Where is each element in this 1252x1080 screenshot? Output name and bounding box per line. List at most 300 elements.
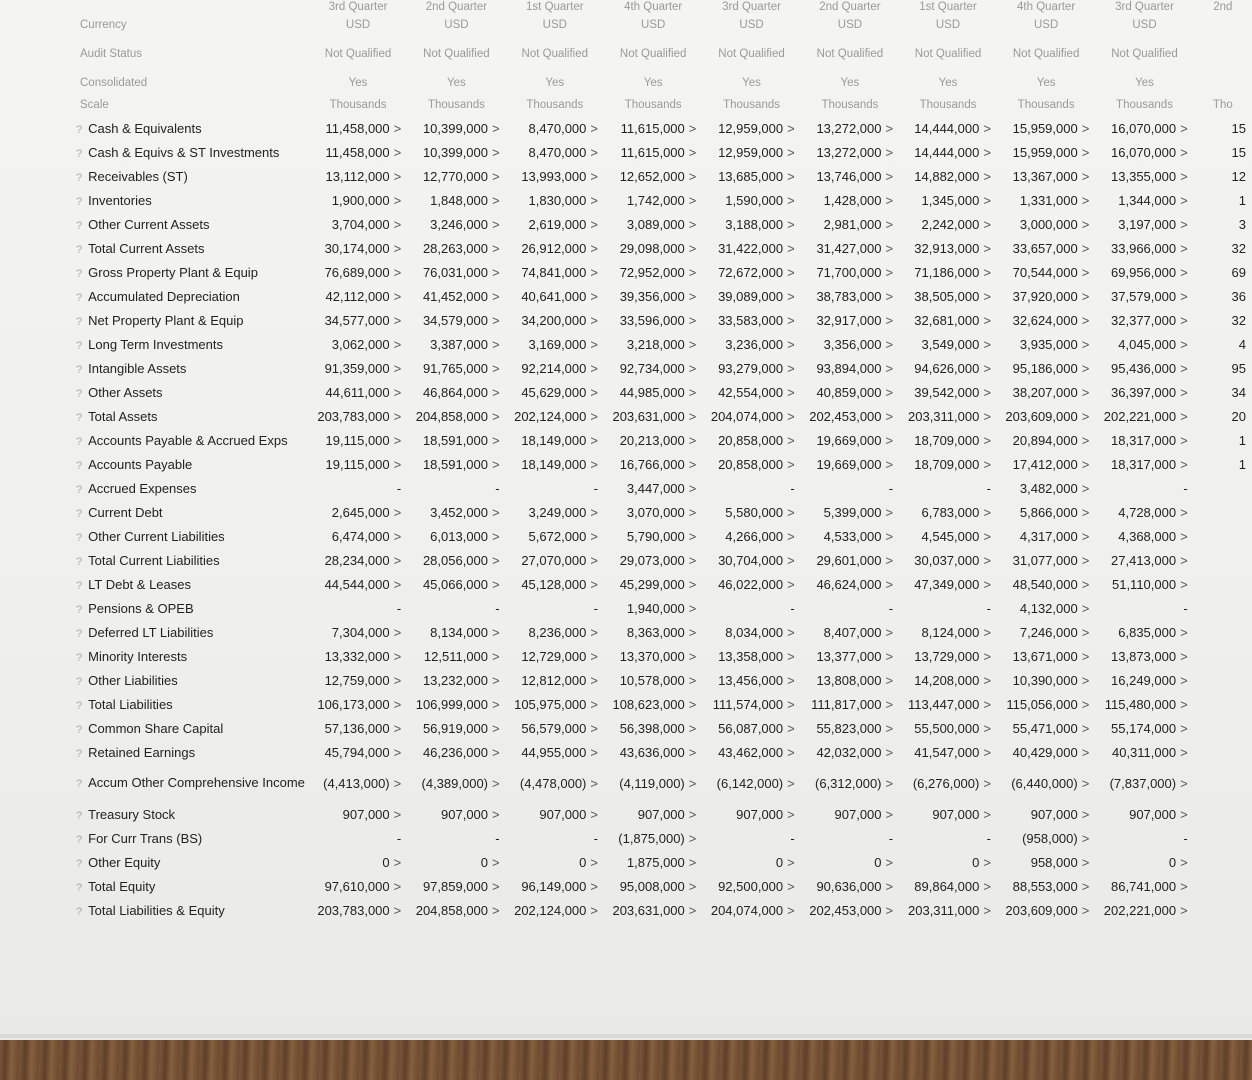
value-cell[interactable] xyxy=(604,826,702,850)
chevron-right-icon[interactable]: > xyxy=(983,408,991,424)
value-cell[interactable] xyxy=(899,620,997,644)
chevron-right-icon[interactable]: > xyxy=(492,878,500,894)
value-cell[interactable] xyxy=(506,260,604,284)
chevron-right-icon[interactable]: > xyxy=(688,878,697,894)
value-cell[interactable] xyxy=(801,260,899,284)
chevron-right-icon[interactable]: > xyxy=(590,192,598,208)
chevron-right-icon[interactable]: > xyxy=(983,576,991,592)
chevron-right-icon[interactable]: > xyxy=(1081,600,1090,616)
chevron-right-icon[interactable]: > xyxy=(983,216,991,232)
value-cell[interactable] xyxy=(604,428,702,452)
value-cell[interactable] xyxy=(997,164,1095,188)
value-cell[interactable] xyxy=(899,164,997,188)
chevron-right-icon[interactable]: > xyxy=(1081,288,1090,304)
value-cell[interactable] xyxy=(997,332,1095,356)
chevron-right-icon[interactable]: > xyxy=(1180,408,1188,424)
chevron-right-icon[interactable]: > xyxy=(492,288,500,304)
chevron-right-icon[interactable]: > xyxy=(787,120,795,136)
value-cell[interactable] xyxy=(407,500,505,524)
row-label[interactable]: ? Cash & Equivs & ST Investments xyxy=(24,140,309,164)
value-cell[interactable] xyxy=(801,356,899,380)
chevron-right-icon[interactable]: > xyxy=(492,528,500,544)
chevron-right-icon[interactable]: > xyxy=(688,806,697,822)
chevron-right-icon[interactable]: > xyxy=(983,432,991,448)
chevron-right-icon[interactable]: > xyxy=(983,288,991,304)
chevron-right-icon[interactable]: > xyxy=(1180,806,1188,822)
chevron-right-icon[interactable]: > xyxy=(590,384,598,400)
value-cell[interactable] xyxy=(801,284,899,308)
value-cell[interactable] xyxy=(997,140,1095,164)
chevron-right-icon[interactable]: > xyxy=(590,775,598,791)
chevron-right-icon[interactable]: > xyxy=(1081,720,1090,736)
chevron-right-icon[interactable]: > xyxy=(393,120,402,136)
chevron-right-icon[interactable]: > xyxy=(787,576,795,592)
chevron-right-icon[interactable]: > xyxy=(885,552,894,568)
value-cell[interactable] xyxy=(407,898,505,922)
chevron-right-icon[interactable]: > xyxy=(393,854,402,870)
value-cell[interactable] xyxy=(801,644,899,668)
value-cell[interactable] xyxy=(899,898,997,922)
chevron-right-icon[interactable]: > xyxy=(688,902,697,918)
value-cell[interactable] xyxy=(997,548,1095,572)
chevron-right-icon[interactable]: > xyxy=(1180,902,1188,918)
chevron-right-icon[interactable]: > xyxy=(688,432,697,448)
value-cell[interactable] xyxy=(702,692,800,716)
chevron-right-icon[interactable]: > xyxy=(1180,240,1188,256)
value-cell[interactable] xyxy=(801,236,899,260)
chevron-right-icon[interactable]: > xyxy=(787,240,795,256)
value-cell[interactable] xyxy=(801,716,899,740)
chevron-right-icon[interactable]: > xyxy=(1180,432,1188,448)
value-cell[interactable] xyxy=(801,332,899,356)
value-cell[interactable] xyxy=(899,764,997,802)
value-cell[interactable] xyxy=(1194,332,1252,356)
chevron-right-icon[interactable]: > xyxy=(590,648,598,664)
chevron-right-icon[interactable]: > xyxy=(1081,336,1090,352)
chevron-right-icon[interactable]: > xyxy=(688,720,697,736)
value-cell[interactable] xyxy=(1095,116,1193,140)
value-cell[interactable] xyxy=(702,212,800,236)
value-cell[interactable] xyxy=(1095,284,1193,308)
value-cell[interactable] xyxy=(407,236,505,260)
row-label[interactable]: ? Other Equity xyxy=(24,850,309,874)
value-cell[interactable] xyxy=(309,404,407,428)
value-cell[interactable] xyxy=(702,236,800,260)
row-label[interactable]: ? Retained Earnings xyxy=(24,740,309,764)
value-cell[interactable] xyxy=(1095,236,1193,260)
value-cell[interactable] xyxy=(1194,260,1252,284)
value-cell[interactable] xyxy=(506,452,604,476)
value-cell[interactable] xyxy=(1194,212,1252,236)
value-cell[interactable] xyxy=(899,332,997,356)
chevron-right-icon[interactable]: > xyxy=(393,144,402,160)
value-cell[interactable] xyxy=(702,332,800,356)
value-cell[interactable] xyxy=(997,452,1095,476)
value-cell[interactable] xyxy=(899,716,997,740)
chevron-right-icon[interactable]: > xyxy=(492,504,500,520)
chevron-right-icon[interactable]: > xyxy=(393,288,402,304)
chevron-right-icon[interactable]: > xyxy=(885,672,894,688)
chevron-right-icon[interactable]: > xyxy=(688,528,697,544)
chevron-right-icon[interactable]: > xyxy=(885,360,894,376)
chevron-right-icon[interactable]: > xyxy=(688,672,697,688)
chevron-right-icon[interactable]: > xyxy=(1081,144,1090,160)
chevron-right-icon[interactable]: > xyxy=(983,902,991,918)
value-cell[interactable] xyxy=(997,236,1095,260)
row-label[interactable]: ? Treasury Stock xyxy=(24,802,309,826)
chevron-right-icon[interactable]: > xyxy=(393,720,402,736)
chevron-right-icon[interactable]: > xyxy=(787,806,795,822)
chevron-right-icon[interactable]: > xyxy=(983,878,991,894)
chevron-right-icon[interactable]: > xyxy=(393,775,402,791)
chevron-right-icon[interactable]: > xyxy=(492,552,500,568)
value-cell[interactable] xyxy=(899,548,997,572)
value-cell[interactable] xyxy=(899,572,997,596)
value-cell[interactable] xyxy=(309,452,407,476)
chevron-right-icon[interactable]: > xyxy=(885,775,894,791)
chevron-right-icon[interactable]: > xyxy=(1180,456,1188,472)
chevron-right-icon[interactable]: > xyxy=(885,120,894,136)
chevron-right-icon[interactable]: > xyxy=(983,120,991,136)
row-label[interactable]: ? Other Current Assets xyxy=(24,212,309,236)
value-cell[interactable] xyxy=(1095,308,1193,332)
chevron-right-icon[interactable]: > xyxy=(688,504,697,520)
chevron-right-icon[interactable]: > xyxy=(492,576,500,592)
chevron-right-icon[interactable]: > xyxy=(492,408,500,424)
value-cell[interactable] xyxy=(801,692,899,716)
chevron-right-icon[interactable]: > xyxy=(492,744,500,760)
value-cell[interactable] xyxy=(407,332,505,356)
chevron-right-icon[interactable]: > xyxy=(1180,192,1188,208)
value-cell[interactable] xyxy=(1095,212,1193,236)
chevron-right-icon[interactable]: > xyxy=(1081,384,1090,400)
value-cell[interactable] xyxy=(407,524,505,548)
chevron-right-icon[interactable]: > xyxy=(492,384,500,400)
value-cell[interactable] xyxy=(604,740,702,764)
value-cell[interactable] xyxy=(309,716,407,740)
chevron-right-icon[interactable]: > xyxy=(393,408,402,424)
chevron-right-icon[interactable]: > xyxy=(393,624,402,640)
chevron-right-icon[interactable]: > xyxy=(393,806,402,822)
chevron-right-icon[interactable]: > xyxy=(492,216,500,232)
chevron-right-icon[interactable]: > xyxy=(393,672,402,688)
chevron-right-icon[interactable]: > xyxy=(787,775,795,791)
chevron-right-icon[interactable]: > xyxy=(1180,360,1188,376)
value-cell[interactable] xyxy=(801,802,899,826)
chevron-right-icon[interactable]: > xyxy=(1081,432,1090,448)
value-cell[interactable] xyxy=(309,692,407,716)
chevron-right-icon[interactable]: > xyxy=(492,720,500,736)
value-cell[interactable] xyxy=(506,356,604,380)
value-cell[interactable] xyxy=(997,188,1095,212)
chevron-right-icon[interactable]: > xyxy=(492,432,500,448)
value-cell[interactable] xyxy=(899,428,997,452)
value-cell[interactable] xyxy=(506,668,604,692)
value-cell[interactable] xyxy=(997,212,1095,236)
value-cell[interactable] xyxy=(997,850,1095,874)
chevron-right-icon[interactable]: > xyxy=(688,216,697,232)
chevron-right-icon[interactable]: > xyxy=(393,240,402,256)
chevron-right-icon[interactable]: > xyxy=(492,144,500,160)
value-cell[interactable] xyxy=(309,548,407,572)
value-cell[interactable] xyxy=(604,356,702,380)
value-cell[interactable] xyxy=(506,572,604,596)
value-cell[interactable] xyxy=(702,284,800,308)
value-cell[interactable] xyxy=(997,596,1095,620)
row-label[interactable]: ? Other Current Liabilities xyxy=(24,524,309,548)
chevron-right-icon[interactable]: > xyxy=(885,806,894,822)
value-cell[interactable] xyxy=(801,548,899,572)
value-cell[interactable] xyxy=(604,260,702,284)
chevron-right-icon[interactable]: > xyxy=(885,696,894,712)
chevron-right-icon[interactable]: > xyxy=(983,696,991,712)
chevron-right-icon[interactable]: > xyxy=(688,408,697,424)
value-cell[interactable] xyxy=(997,826,1095,850)
value-cell[interactable] xyxy=(801,188,899,212)
value-cell[interactable] xyxy=(604,620,702,644)
value-cell[interactable] xyxy=(997,692,1095,716)
chevron-right-icon[interactable]: > xyxy=(688,775,697,791)
value-cell[interactable] xyxy=(506,874,604,898)
chevron-right-icon[interactable]: > xyxy=(787,696,795,712)
value-cell[interactable] xyxy=(899,524,997,548)
value-cell[interactable] xyxy=(309,308,407,332)
value-cell[interactable] xyxy=(702,452,800,476)
chevron-right-icon[interactable]: > xyxy=(1180,312,1188,328)
chevron-right-icon[interactable]: > xyxy=(393,384,402,400)
value-cell[interactable] xyxy=(506,802,604,826)
chevron-right-icon[interactable]: > xyxy=(787,624,795,640)
chevron-right-icon[interactable]: > xyxy=(688,336,697,352)
value-cell[interactable] xyxy=(604,572,702,596)
row-label[interactable]: ? Common Share Capital xyxy=(24,716,309,740)
row-label[interactable]: ? Long Term Investments xyxy=(24,332,309,356)
value-cell[interactable] xyxy=(702,140,800,164)
chevron-right-icon[interactable]: > xyxy=(1180,216,1188,232)
value-cell[interactable] xyxy=(407,644,505,668)
value-cell[interactable] xyxy=(899,668,997,692)
value-cell[interactable] xyxy=(604,500,702,524)
chevron-right-icon[interactable]: > xyxy=(1081,192,1090,208)
value-cell[interactable] xyxy=(309,668,407,692)
value-cell[interactable] xyxy=(604,116,702,140)
chevron-right-icon[interactable]: > xyxy=(492,806,500,822)
value-cell[interactable] xyxy=(702,308,800,332)
chevron-right-icon[interactable]: > xyxy=(492,336,500,352)
value-cell[interactable] xyxy=(702,404,800,428)
chevron-right-icon[interactable]: > xyxy=(590,720,598,736)
chevron-right-icon[interactable]: > xyxy=(590,240,598,256)
chevron-right-icon[interactable]: > xyxy=(885,312,894,328)
chevron-right-icon[interactable]: > xyxy=(688,144,697,160)
row-label[interactable]: ? Total Current Liabilities xyxy=(24,548,309,572)
chevron-right-icon[interactable]: > xyxy=(983,624,991,640)
value-cell[interactable] xyxy=(407,212,505,236)
value-cell[interactable] xyxy=(604,898,702,922)
value-cell[interactable] xyxy=(1194,428,1252,452)
chevron-right-icon[interactable]: > xyxy=(885,384,894,400)
value-cell[interactable] xyxy=(309,524,407,548)
chevron-right-icon[interactable]: > xyxy=(688,624,697,640)
chevron-right-icon[interactable]: > xyxy=(1180,576,1188,592)
chevron-right-icon[interactable]: > xyxy=(1081,552,1090,568)
chevron-right-icon[interactable]: > xyxy=(492,648,500,664)
chevron-right-icon[interactable]: > xyxy=(885,624,894,640)
value-cell[interactable] xyxy=(801,572,899,596)
chevron-right-icon[interactable]: > xyxy=(1081,456,1090,472)
value-cell[interactable] xyxy=(604,692,702,716)
chevron-right-icon[interactable]: > xyxy=(590,216,598,232)
value-cell[interactable] xyxy=(801,500,899,524)
chevron-right-icon[interactable]: > xyxy=(1081,216,1090,232)
chevron-right-icon[interactable]: > xyxy=(590,456,598,472)
value-cell[interactable] xyxy=(801,140,899,164)
value-cell[interactable] xyxy=(309,764,407,802)
chevron-right-icon[interactable]: > xyxy=(492,360,500,376)
value-cell[interactable] xyxy=(1194,452,1252,476)
value-cell[interactable] xyxy=(309,572,407,596)
row-label[interactable]: ? Net Property Plant & Equip xyxy=(24,308,309,332)
chevron-right-icon[interactable]: > xyxy=(590,806,598,822)
value-cell[interactable] xyxy=(407,164,505,188)
value-cell[interactable] xyxy=(702,802,800,826)
value-cell[interactable] xyxy=(997,874,1095,898)
chevron-right-icon[interactable]: > xyxy=(688,456,697,472)
value-cell[interactable] xyxy=(801,874,899,898)
chevron-right-icon[interactable]: > xyxy=(393,696,402,712)
chevron-right-icon[interactable]: > xyxy=(393,312,402,328)
chevron-right-icon[interactable]: > xyxy=(885,288,894,304)
chevron-right-icon[interactable]: > xyxy=(983,806,991,822)
value-cell[interactable] xyxy=(1194,284,1252,308)
chevron-right-icon[interactable]: > xyxy=(787,312,795,328)
chevron-right-icon[interactable]: > xyxy=(393,432,402,448)
chevron-right-icon[interactable]: > xyxy=(983,672,991,688)
value-cell[interactable] xyxy=(604,850,702,874)
chevron-right-icon[interactable]: > xyxy=(393,744,402,760)
chevron-right-icon[interactable]: > xyxy=(688,696,697,712)
chevron-right-icon[interactable]: > xyxy=(492,456,500,472)
value-cell[interactable] xyxy=(604,874,702,898)
chevron-right-icon[interactable]: > xyxy=(787,552,795,568)
value-cell[interactable] xyxy=(604,716,702,740)
row-label[interactable]: ? LT Debt & Leases xyxy=(24,572,309,596)
chevron-right-icon[interactable]: > xyxy=(492,192,500,208)
value-cell[interactable] xyxy=(1095,452,1193,476)
value-cell[interactable] xyxy=(801,620,899,644)
chevron-right-icon[interactable]: > xyxy=(885,336,894,352)
chevron-right-icon[interactable]: > xyxy=(1081,528,1090,544)
chevron-right-icon[interactable]: > xyxy=(590,288,598,304)
chevron-right-icon[interactable]: > xyxy=(688,360,697,376)
value-cell[interactable] xyxy=(407,802,505,826)
value-cell[interactable] xyxy=(1194,356,1252,380)
value-cell[interactable] xyxy=(506,524,604,548)
row-label[interactable]: ? Inventories xyxy=(24,188,309,212)
chevron-right-icon[interactable]: > xyxy=(393,552,402,568)
chevron-right-icon[interactable]: > xyxy=(1081,312,1090,328)
value-cell[interactable] xyxy=(702,188,800,212)
value-cell[interactable] xyxy=(1095,620,1193,644)
chevron-right-icon[interactable]: > xyxy=(688,384,697,400)
value-cell[interactable] xyxy=(1095,500,1193,524)
value-cell[interactable] xyxy=(506,140,604,164)
chevron-right-icon[interactable]: > xyxy=(393,456,402,472)
row-label[interactable]: ? Total Liabilities & Equity xyxy=(24,898,309,922)
value-cell[interactable] xyxy=(506,308,604,332)
value-cell[interactable] xyxy=(506,236,604,260)
value-cell[interactable] xyxy=(407,850,505,874)
chevron-right-icon[interactable]: > xyxy=(1081,120,1090,136)
value-cell[interactable] xyxy=(604,596,702,620)
chevron-right-icon[interactable]: > xyxy=(590,264,598,280)
value-cell[interactable] xyxy=(1095,644,1193,668)
value-cell[interactable] xyxy=(407,284,505,308)
value-cell[interactable] xyxy=(1194,404,1252,428)
chevron-right-icon[interactable]: > xyxy=(492,120,500,136)
value-cell[interactable] xyxy=(506,500,604,524)
value-cell[interactable] xyxy=(407,716,505,740)
value-cell[interactable] xyxy=(1095,404,1193,428)
chevron-right-icon[interactable]: > xyxy=(393,360,402,376)
chevron-right-icon[interactable]: > xyxy=(1081,806,1090,822)
row-label[interactable]: ? Minority Interests xyxy=(24,644,309,668)
chevron-right-icon[interactable]: > xyxy=(1081,744,1090,760)
value-cell[interactable] xyxy=(309,116,407,140)
chevron-right-icon[interactable]: > xyxy=(688,480,697,496)
chevron-right-icon[interactable]: > xyxy=(1180,144,1188,160)
row-label[interactable]: ? Other Assets xyxy=(24,380,309,404)
value-cell[interactable] xyxy=(506,644,604,668)
value-cell[interactable] xyxy=(702,668,800,692)
value-cell[interactable] xyxy=(997,524,1095,548)
chevron-right-icon[interactable]: > xyxy=(983,384,991,400)
value-cell[interactable] xyxy=(604,668,702,692)
chevron-right-icon[interactable]: > xyxy=(787,902,795,918)
value-cell[interactable] xyxy=(1095,668,1193,692)
chevron-right-icon[interactable]: > xyxy=(590,672,598,688)
chevron-right-icon[interactable]: > xyxy=(688,744,697,760)
chevron-right-icon[interactable]: > xyxy=(393,192,402,208)
value-cell[interactable] xyxy=(1194,164,1252,188)
value-cell[interactable] xyxy=(899,236,997,260)
row-label[interactable]: ? Receivables (ST) xyxy=(24,164,309,188)
value-cell[interactable] xyxy=(309,500,407,524)
chevron-right-icon[interactable]: > xyxy=(983,144,991,160)
value-cell[interactable] xyxy=(309,212,407,236)
value-cell[interactable] xyxy=(702,500,800,524)
value-cell[interactable] xyxy=(506,380,604,404)
chevron-right-icon[interactable]: > xyxy=(1081,696,1090,712)
chevron-right-icon[interactable]: > xyxy=(1180,854,1188,870)
value-cell[interactable] xyxy=(1095,850,1193,874)
value-cell[interactable] xyxy=(407,620,505,644)
chevron-right-icon[interactable]: > xyxy=(590,336,598,352)
row-label[interactable]: ? Accounts Payable & Accrued Exps xyxy=(24,428,309,452)
chevron-right-icon[interactable]: > xyxy=(787,288,795,304)
chevron-right-icon[interactable]: > xyxy=(1180,168,1188,184)
chevron-right-icon[interactable]: > xyxy=(983,854,991,870)
chevron-right-icon[interactable]: > xyxy=(590,360,598,376)
chevron-right-icon[interactable]: > xyxy=(393,336,402,352)
chevron-right-icon[interactable]: > xyxy=(1081,576,1090,592)
value-cell[interactable] xyxy=(604,212,702,236)
value-cell[interactable] xyxy=(801,164,899,188)
value-cell[interactable] xyxy=(1095,898,1193,922)
value-cell[interactable] xyxy=(309,260,407,284)
value-cell[interactable] xyxy=(506,898,604,922)
chevron-right-icon[interactable]: > xyxy=(492,854,500,870)
